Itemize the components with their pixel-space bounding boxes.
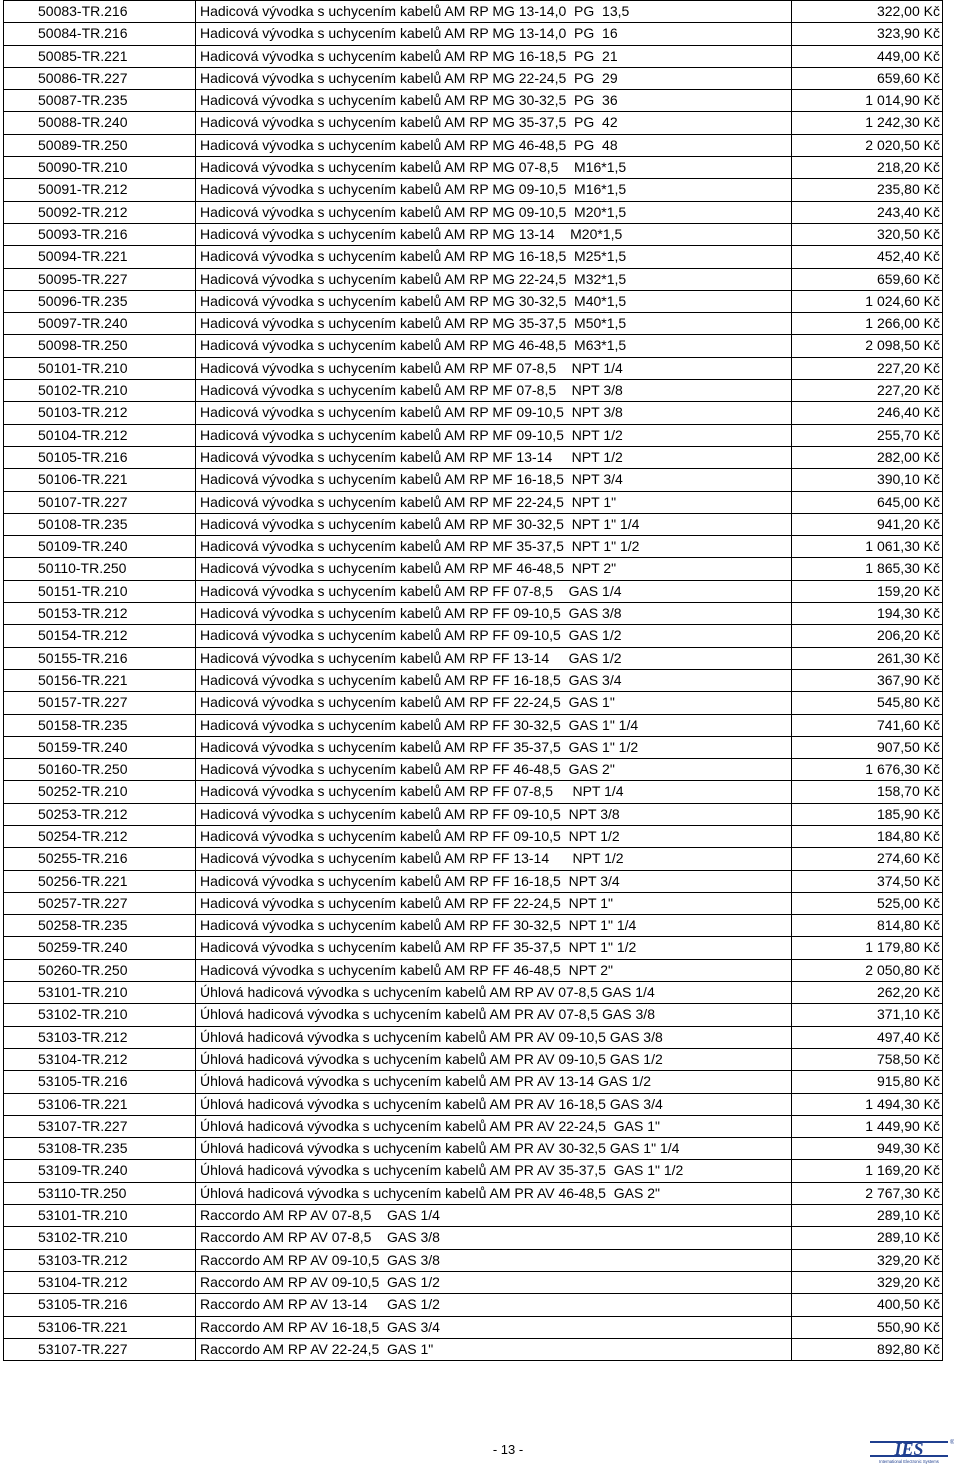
table-row [4, 469, 943, 491]
price-cell: 497,40 Kč [792, 1026, 943, 1048]
product-code-cell: 50095-TR.227 [4, 268, 196, 290]
table-row [4, 23, 943, 45]
table-row [4, 937, 943, 959]
product-code-cell: 50259-TR.240 [4, 937, 196, 959]
product-code-cell: 50084-TR.216 [4, 23, 196, 45]
table-row [4, 1316, 943, 1338]
table-row [4, 380, 943, 402]
product-code-cell: 50252-TR.210 [4, 781, 196, 803]
table-row [4, 892, 943, 914]
table-row [4, 179, 943, 201]
description-cell: Hadicová vývodka s uchycením kabelů AM RP MF 35-37,5 NPT 1" 1/2 [196, 536, 792, 558]
price-cell: 892,80 Kč [792, 1338, 943, 1360]
product-code-cell: 50093-TR.216 [4, 223, 196, 245]
table-row [4, 1071, 943, 1093]
ies-logo-text: IES [894, 1439, 924, 1459]
price-cell: 282,00 Kč [792, 446, 943, 468]
description-cell: Hadicová vývodka s uchycením kabelů AM RP MG 35-37,5 M50*1,5 [196, 313, 792, 335]
product-code-cell: 50086-TR.227 [4, 67, 196, 89]
product-code-cell: 50160-TR.250 [4, 759, 196, 781]
price-list-body [4, 1, 943, 1361]
description-cell: Hadicová vývodka s uchycením kabelů AM RP MF 30-32,5 NPT 1" 1/4 [196, 513, 792, 535]
price-cell: 329,20 Kč [792, 1249, 943, 1271]
product-code-cell: 50256-TR.221 [4, 870, 196, 892]
table-row [4, 1093, 943, 1115]
table-row [4, 781, 943, 803]
product-code-cell: 50110-TR.250 [4, 558, 196, 580]
price-cell: 2 050,80 Kč [792, 959, 943, 981]
product-code-cell: 50157-TR.227 [4, 692, 196, 714]
product-code-cell: 50253-TR.212 [4, 803, 196, 825]
price-cell: 545,80 Kč [792, 692, 943, 714]
product-code-cell: 50098-TR.250 [4, 335, 196, 357]
table-row [4, 714, 943, 736]
table-row [4, 134, 943, 156]
description-cell: Raccordo AM RP AV 22-24,5 GAS 1" [196, 1338, 792, 1360]
description-cell: Hadicová vývodka s uchycením kabelů AM RP MG 30-32,5 PG 36 [196, 90, 792, 112]
table-row [4, 290, 943, 312]
product-code-cell: 50096-TR.235 [4, 290, 196, 312]
product-code-cell: 53106-TR.221 [4, 1316, 196, 1338]
table-row [4, 1138, 943, 1160]
product-code-cell: 53105-TR.216 [4, 1071, 196, 1093]
price-cell: 322,00 Kč [792, 1, 943, 23]
description-cell: Hadicová vývodka s uchycením kabelů AM RP FF 22-24,5 NPT 1" [196, 892, 792, 914]
price-cell: 246,40 Kč [792, 402, 943, 424]
description-cell: Hadicová vývodka s uchycením kabelů AM RP MF 16-18,5 NPT 3/4 [196, 469, 792, 491]
description-cell: Hadicová vývodka s uchycením kabelů AM RP MG 09-10,5 M16*1,5 [196, 179, 792, 201]
table-row [4, 759, 943, 781]
table-row [4, 313, 943, 335]
price-cell: 243,40 Kč [792, 201, 943, 223]
description-cell: Hadicová vývodka s uchycením kabelů AM RP MG 13-14 M20*1,5 [196, 223, 792, 245]
description-cell: Raccordo AM RP AV 07-8,5 GAS 3/8 [196, 1227, 792, 1249]
table-row [4, 1249, 943, 1271]
price-list-table [3, 0, 943, 1361]
table-row [4, 90, 943, 112]
product-code-cell: 50109-TR.240 [4, 536, 196, 558]
price-cell: 1 024,60 Kč [792, 290, 943, 312]
price-cell: 741,60 Kč [792, 714, 943, 736]
price-cell: 2 098,50 Kč [792, 335, 943, 357]
price-cell: 659,60 Kč [792, 67, 943, 89]
description-cell: Raccordo AM RP AV 16-18,5 GAS 3/4 [196, 1316, 792, 1338]
description-cell: Raccordo AM RP AV 07-8,5 GAS 1/4 [196, 1205, 792, 1227]
description-cell: Hadicová vývodka s uchycením kabelů AM RP FF 09-10,5 NPT 1/2 [196, 825, 792, 847]
product-code-cell: 50091-TR.212 [4, 179, 196, 201]
product-code-cell: 50258-TR.235 [4, 915, 196, 937]
description-cell: Hadicová vývodka s uchycením kabelů AM RP MG 35-37,5 PG 42 [196, 112, 792, 134]
product-code-cell: 53101-TR.210 [4, 982, 196, 1004]
description-cell: Hadicová vývodka s uchycením kabelů AM RP FF 35-37,5 NPT 1" 1/2 [196, 937, 792, 959]
description-cell: Hadicová vývodka s uchycením kabelů AM RP MG 07-8,5 M16*1,5 [196, 157, 792, 179]
product-code-cell: 50104-TR.212 [4, 424, 196, 446]
price-cell: 390,10 Kč [792, 469, 943, 491]
description-cell: Hadicová vývodka s uchycením kabelů AM RP FF 09-10,5 NPT 3/8 [196, 803, 792, 825]
product-code-cell: 53104-TR.212 [4, 1271, 196, 1293]
table-row [4, 1338, 943, 1360]
price-cell: 367,90 Kč [792, 669, 943, 691]
price-cell: 907,50 Kč [792, 736, 943, 758]
table-row [4, 536, 943, 558]
product-code-cell: 50107-TR.227 [4, 491, 196, 513]
price-cell: 374,50 Kč [792, 870, 943, 892]
description-cell: Hadicová vývodka s uchycením kabelů AM RP FF 30-32,5 NPT 1" 1/4 [196, 915, 792, 937]
product-code-cell: 50254-TR.212 [4, 825, 196, 847]
product-code-cell: 53107-TR.227 [4, 1338, 196, 1360]
description-cell: Hadicová vývodka s uchycením kabelů AM RP MG 46-48,5 PG 48 [196, 134, 792, 156]
product-code-cell: 53102-TR.210 [4, 1227, 196, 1249]
table-row [4, 1004, 943, 1026]
product-code-cell: 53108-TR.235 [4, 1138, 196, 1160]
product-code-cell: 50085-TR.221 [4, 45, 196, 67]
table-row [4, 803, 943, 825]
product-code-cell: 50255-TR.216 [4, 848, 196, 870]
description-cell: Úhlová hadicová vývodka s uchycením kabelů AM PR AV 35-37,5 GAS 1" 1/2 [196, 1160, 792, 1182]
table-row [4, 246, 943, 268]
price-cell: 645,00 Kč [792, 491, 943, 513]
product-code-cell: 50089-TR.250 [4, 134, 196, 156]
description-cell: Hadicová vývodka s uchycením kabelů AM RP MG 16-18,5 PG 21 [196, 45, 792, 67]
table-row [4, 513, 943, 535]
price-cell: 159,20 Kč [792, 580, 943, 602]
product-code-cell: 50159-TR.240 [4, 736, 196, 758]
product-code-cell: 50088-TR.240 [4, 112, 196, 134]
table-row [4, 424, 943, 446]
product-code-cell: 50105-TR.216 [4, 446, 196, 468]
description-cell: Hadicová vývodka s uchycením kabelů AM RP MG 22-24,5 M32*1,5 [196, 268, 792, 290]
product-code-cell: 50101-TR.210 [4, 357, 196, 379]
price-cell: 289,10 Kč [792, 1205, 943, 1227]
price-cell: 1 169,20 Kč [792, 1160, 943, 1182]
description-cell: Úhlová hadicová vývodka s uchycením kabelů AM PR AV 22-24,5 GAS 1" [196, 1115, 792, 1137]
table-row [4, 157, 943, 179]
description-cell: Úhlová hadicová vývodka s uchycením kabelů AM PR AV 09-10,5 GAS 3/8 [196, 1026, 792, 1048]
product-code-cell: 50156-TR.221 [4, 669, 196, 691]
description-cell: Hadicová vývodka s uchycením kabelů AM RP MF 09-10,5 NPT 1/2 [196, 424, 792, 446]
description-cell: Hadicová vývodka s uchycením kabelů AM RP FF 16-18,5 NPT 3/4 [196, 870, 792, 892]
product-code-cell: 53107-TR.227 [4, 1115, 196, 1137]
price-cell: 185,90 Kč [792, 803, 943, 825]
table-row [4, 915, 943, 937]
description-cell: Hadicová vývodka s uchycením kabelů AM RP FF 46-48,5 NPT 2" [196, 959, 792, 981]
price-cell: 261,30 Kč [792, 647, 943, 669]
product-code-cell: 50151-TR.210 [4, 580, 196, 602]
description-cell: Hadicová vývodka s uchycením kabelů AM RP MF 09-10,5 NPT 3/8 [196, 402, 792, 424]
price-cell: 320,50 Kč [792, 223, 943, 245]
table-row [4, 1205, 943, 1227]
ies-logo-registered: ® [950, 1440, 954, 1446]
price-cell: 235,80 Kč [792, 179, 943, 201]
price-cell: 659,60 Kč [792, 268, 943, 290]
product-code-cell: 53101-TR.210 [4, 1205, 196, 1227]
description-cell: Hadicová vývodka s uchycením kabelů AM RP FF 07-8,5 GAS 1/4 [196, 580, 792, 602]
table-row [4, 1026, 943, 1048]
price-cell: 1 179,80 Kč [792, 937, 943, 959]
price-cell: 1 266,00 Kč [792, 313, 943, 335]
table-row [4, 848, 943, 870]
table-row [4, 580, 943, 602]
price-cell: 452,40 Kč [792, 246, 943, 268]
price-cell: 525,00 Kč [792, 892, 943, 914]
product-code-cell: 50257-TR.227 [4, 892, 196, 914]
description-cell: Hadicová vývodka s uchycením kabelů AM RP FF 22-24,5 GAS 1" [196, 692, 792, 714]
product-code-cell: 50106-TR.221 [4, 469, 196, 491]
product-code-cell: 50103-TR.212 [4, 402, 196, 424]
product-code-cell: 53109-TR.240 [4, 1160, 196, 1182]
description-cell: Hadicová vývodka s uchycením kabelů AM RP FF 16-18,5 GAS 3/4 [196, 669, 792, 691]
table-row [4, 402, 943, 424]
price-cell: 289,10 Kč [792, 1227, 943, 1249]
table-row [4, 268, 943, 290]
description-cell: Hadicová vývodka s uchycením kabelů AM RP MG 09-10,5 M20*1,5 [196, 201, 792, 223]
table-row [4, 1115, 943, 1137]
table-row [4, 1182, 943, 1204]
table-row [4, 558, 943, 580]
table-row [4, 625, 943, 647]
description-cell: Hadicová vývodka s uchycením kabelů AM RP FF 09-10,5 GAS 1/2 [196, 625, 792, 647]
product-code-cell: 50154-TR.212 [4, 625, 196, 647]
description-cell: Úhlová hadicová vývodka s uchycením kabelů AM PR AV 16-18,5 GAS 3/4 [196, 1093, 792, 1115]
price-cell: 227,20 Kč [792, 357, 943, 379]
table-row [4, 692, 943, 714]
table-row [4, 959, 943, 981]
product-code-cell: 53103-TR.212 [4, 1249, 196, 1271]
description-cell: Úhlová hadicová vývodka s uchycením kabelů AM PR AV 09-10,5 GAS 1/2 [196, 1048, 792, 1070]
product-code-cell: 53110-TR.250 [4, 1182, 196, 1204]
product-code-cell: 50155-TR.216 [4, 647, 196, 669]
description-cell: Hadicová vývodka s uchycením kabelů AM RP FF 46-48,5 GAS 2" [196, 759, 792, 781]
page-number: - 13 - [492, 1442, 524, 1457]
description-cell: Hadicová vývodka s uchycením kabelů AM RP FF 30-32,5 GAS 1" 1/4 [196, 714, 792, 736]
table-row [4, 67, 943, 89]
price-cell: 158,70 Kč [792, 781, 943, 803]
description-cell: Úhlová hadicová vývodka s uchycením kabelů AM PR AV 30-32,5 GAS 1" 1/4 [196, 1138, 792, 1160]
description-cell: Hadicová vývodka s uchycením kabelů AM RP MG 22-24,5 PG 29 [196, 67, 792, 89]
description-cell: Raccordo AM RP AV 09-10,5 GAS 1/2 [196, 1271, 792, 1293]
description-cell: Hadicová vývodka s uchycením kabelů AM RP MF 22-24,5 NPT 1" [196, 491, 792, 513]
description-cell: Raccordo AM RP AV 09-10,5 GAS 3/8 [196, 1249, 792, 1271]
table-row [4, 603, 943, 625]
price-cell: 227,20 Kč [792, 380, 943, 402]
price-cell: 915,80 Kč [792, 1071, 943, 1093]
table-row [4, 201, 943, 223]
product-code-cell: 53105-TR.216 [4, 1294, 196, 1316]
description-cell: Hadicová vývodka s uchycením kabelů AM RP MG 30-32,5 M40*1,5 [196, 290, 792, 312]
product-code-cell: 50090-TR.210 [4, 157, 196, 179]
price-cell: 550,90 Kč [792, 1316, 943, 1338]
description-cell: Hadicová vývodka s uchycením kabelů AM RP MG 13-14,0 PG 13,5 [196, 1, 792, 23]
product-code-cell: 53106-TR.221 [4, 1093, 196, 1115]
table-row [4, 1294, 943, 1316]
table-row [4, 647, 943, 669]
description-cell: Hadicová vývodka s uchycením kabelů AM RP FF 09-10,5 GAS 3/8 [196, 603, 792, 625]
table-row [4, 1048, 943, 1070]
price-cell: 1 494,30 Kč [792, 1093, 943, 1115]
table-row [4, 1, 943, 23]
price-cell: 274,60 Kč [792, 848, 943, 870]
ies-logo [868, 1436, 954, 1466]
price-cell: 2 020,50 Kč [792, 134, 943, 156]
description-cell: Úhlová hadicová vývodka s uchycením kabelů AM RP AV 07-8,5 GAS 1/4 [196, 982, 792, 1004]
price-cell: 323,90 Kč [792, 23, 943, 45]
description-cell: Raccordo AM RP AV 13-14 GAS 1/2 [196, 1294, 792, 1316]
description-cell: Úhlová hadicová vývodka s uchycením kabelů AM PR AV 13-14 GAS 1/2 [196, 1071, 792, 1093]
price-cell: 1 014,90 Kč [792, 90, 943, 112]
table-row [4, 357, 943, 379]
product-code-cell: 50092-TR.212 [4, 201, 196, 223]
price-cell: 758,50 Kč [792, 1048, 943, 1070]
product-code-cell: 50108-TR.235 [4, 513, 196, 535]
price-cell: 941,20 Kč [792, 513, 943, 535]
description-cell: Hadicová vývodka s uchycením kabelů AM RP MF 13-14 NPT 1/2 [196, 446, 792, 468]
description-cell: Hadicová vývodka s uchycením kabelů AM RP MF 07-8,5 NPT 3/8 [196, 380, 792, 402]
table-row [4, 870, 943, 892]
table-row [4, 1227, 943, 1249]
price-cell: 184,80 Kč [792, 825, 943, 847]
product-code-cell: 50087-TR.235 [4, 90, 196, 112]
price-cell: 255,70 Kč [792, 424, 943, 446]
description-cell: Hadicová vývodka s uchycením kabelů AM RP FF 13-14 GAS 1/2 [196, 647, 792, 669]
description-cell: Hadicová vývodka s uchycením kabelů AM RP FF 07-8,5 NPT 1/4 [196, 781, 792, 803]
price-cell: 1 242,30 Kč [792, 112, 943, 134]
table-row [4, 1160, 943, 1182]
table-row [4, 669, 943, 691]
table-row [4, 446, 943, 468]
ies-logo-tagline: International Electronic Systems [879, 1459, 939, 1464]
price-cell: 262,20 Kč [792, 982, 943, 1004]
description-cell: Hadicová vývodka s uchycením kabelů AM RP FF 35-37,5 GAS 1" 1/2 [196, 736, 792, 758]
description-cell: Úhlová hadicová vývodka s uchycením kabelů AM PR AV 07-8,5 GAS 3/8 [196, 1004, 792, 1026]
price-cell: 371,10 Kč [792, 1004, 943, 1026]
price-cell: 449,00 Kč [792, 45, 943, 67]
product-code-cell: 50094-TR.221 [4, 246, 196, 268]
product-code-cell: 50097-TR.240 [4, 313, 196, 335]
description-cell: Hadicová vývodka s uchycením kabelů AM RP MG 16-18,5 M25*1,5 [196, 246, 792, 268]
description-cell: Hadicová vývodka s uchycením kabelů AM RP MF 46-48,5 NPT 2" [196, 558, 792, 580]
description-cell: Úhlová hadicová vývodka s uchycením kabelů AM PR AV 46-48,5 GAS 2" [196, 1182, 792, 1204]
table-row [4, 45, 943, 67]
description-cell: Hadicová vývodka s uchycením kabelů AM RP MF 07-8,5 NPT 1/4 [196, 357, 792, 379]
table-row [4, 825, 943, 847]
table-row [4, 982, 943, 1004]
product-code-cell: 50158-TR.235 [4, 714, 196, 736]
product-code-cell: 53103-TR.212 [4, 1026, 196, 1048]
table-row [4, 112, 943, 134]
price-cell: 814,80 Kč [792, 915, 943, 937]
price-cell: 1 061,30 Kč [792, 536, 943, 558]
price-cell: 949,30 Kč [792, 1138, 943, 1160]
price-cell: 1 449,90 Kč [792, 1115, 943, 1137]
product-code-cell: 50083-TR.216 [4, 1, 196, 23]
product-code-cell: 50153-TR.212 [4, 603, 196, 625]
price-cell: 1 865,30 Kč [792, 558, 943, 580]
price-cell: 206,20 Kč [792, 625, 943, 647]
product-code-cell: 53104-TR.212 [4, 1048, 196, 1070]
description-cell: Hadicová vývodka s uchycením kabelů AM RP FF 13-14 NPT 1/2 [196, 848, 792, 870]
price-cell: 329,20 Kč [792, 1271, 943, 1293]
description-cell: Hadicová vývodka s uchycením kabelů AM RP MG 13-14,0 PG 16 [196, 23, 792, 45]
price-cell: 1 676,30 Kč [792, 759, 943, 781]
table-row [4, 223, 943, 245]
table-row [4, 335, 943, 357]
product-code-cell: 53102-TR.210 [4, 1004, 196, 1026]
product-code-cell: 50102-TR.210 [4, 380, 196, 402]
price-cell: 2 767,30 Kč [792, 1182, 943, 1204]
price-cell: 194,30 Kč [792, 603, 943, 625]
price-cell: 400,50 Kč [792, 1294, 943, 1316]
price-cell: 218,20 Kč [792, 157, 943, 179]
table-row [4, 736, 943, 758]
table-row [4, 491, 943, 513]
table-row [4, 1271, 943, 1293]
product-code-cell: 50260-TR.250 [4, 959, 196, 981]
description-cell: Hadicová vývodka s uchycením kabelů AM RP MG 46-48,5 M63*1,5 [196, 335, 792, 357]
